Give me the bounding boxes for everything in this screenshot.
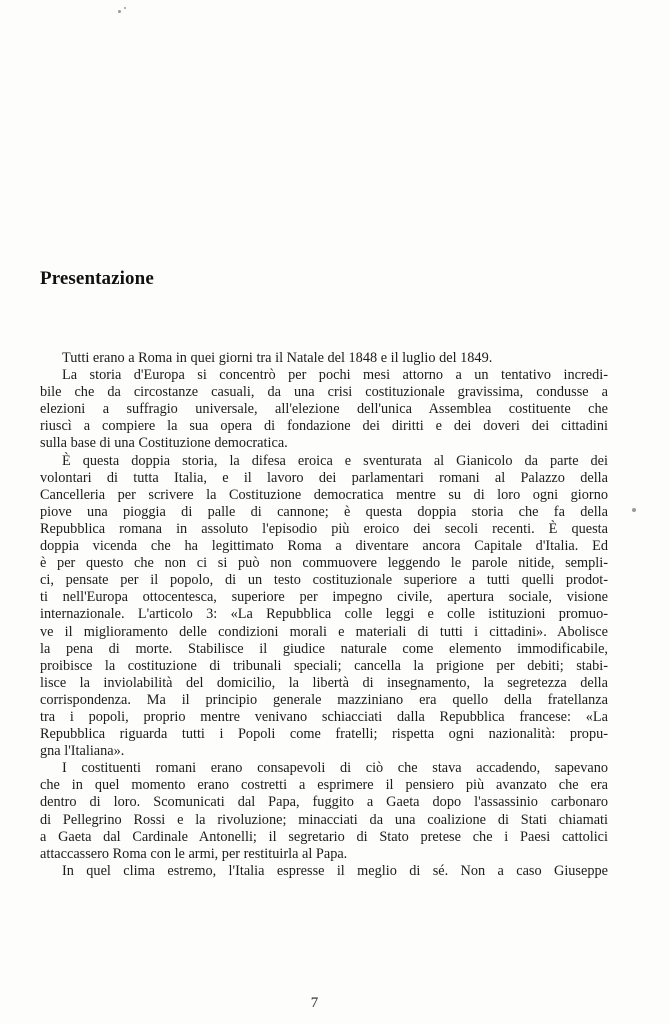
- text-line: La storia d'Europa si concentrò per pochi mesi attorno a un tentativo incredi-: [62, 367, 608, 384]
- text-line: volontari di tutta Italia, e il lavoro dei parlamentari romani al Palazzo della: [40, 469, 608, 486]
- text-line: corrispondenza. Ma il principio generale mazziniano era quello della fratellanza: [40, 691, 608, 708]
- text-line: In quel clima estremo, l'Italia espresse il meglio di sé. Non a caso Giuseppe: [62, 862, 608, 879]
- text-line: piove una pioggia di palle di cannone; è questa doppia storia che fa della: [40, 503, 608, 520]
- text-line: attaccassero Roma con le armi, per restituirla al Papa.: [40, 845, 348, 862]
- text-line: è per questo che non ci si può non commuovere leggendo le parole nitide, sempli-: [40, 555, 608, 572]
- text-line: I costituenti romani erano consapevoli di ciò che stava accadendo, sapevano: [62, 760, 608, 777]
- text-line: ve il miglioramento delle condizioni morali e materiali di tutti i cittadini». Abolisce: [40, 623, 608, 640]
- text-line: dentro di loro. Scomunicati dal Papa, fuggito a Gaeta dopo l'assassinio carbonaro: [40, 794, 608, 811]
- page-number: 7: [310, 995, 319, 1011]
- text-line: elezioni a suffragio universale, all'elezione dell'unica Assemblea costituente che: [40, 401, 608, 418]
- text-line: proibisce la costituzione di tribunali speciali; cancella la prigione per debiti; stabi-: [40, 657, 608, 674]
- text-line: Cancelleria per scrivere la Costituzione democratica mentre su di loro ogni giorno: [40, 486, 608, 503]
- text-line: Tutti erano a Roma in quei giorni tra il Natale del 1848 e il luglio del 1849.: [62, 350, 493, 366]
- text-line: di Pellegrino Rossi e la rivoluzione; minacciati da una coalizione di Stati chiamati: [40, 811, 608, 828]
- scan-speck: [124, 7, 126, 9]
- text-line: doppia vicenda che ha legittimato Roma a diventare ancora Capitale d'Italia. Ed: [40, 538, 608, 555]
- text-line: sulla base di una Costituzione democratica.: [40, 435, 288, 452]
- text-line: bile che da circostanze casuali, da una crisi costituzionale gravissima, condusse a: [40, 384, 608, 401]
- text-line: riuscì a compiere la sua opera di fondazione dei diritti e dei doveri dei cittadini: [40, 418, 608, 435]
- text-line: che in quel momento erano costretti a esprimere il pensiero più avanzato che era: [40, 777, 608, 794]
- scan-speck: [118, 10, 121, 13]
- text-line: ci, pensate per il popolo, di un testo costituzionale superiore a tutti quelli prodot-: [40, 572, 608, 589]
- text-line: lisce la inviolabilità del domicilio, la libertà di insegnamento, la segretezza della: [40, 674, 608, 691]
- scan-speck: [632, 508, 636, 512]
- text-line: a Gaeta dal Cardinale Antonelli; il segretario di Stato pretese che i Paesi cattolici: [40, 828, 608, 845]
- text-line: Repubblica riguarda tutti i Popoli come fratelli; rispetta ogni nazionalità: propu-: [40, 726, 608, 743]
- text-line: È questa doppia storia, la difesa eroica e sventurata al Gianicolo da parte dei: [62, 452, 608, 469]
- text-line: tra i popoli, proprio mentre venivano schiacciati dalla Repubblica francese: «La: [40, 708, 608, 725]
- body-text: [40, 350, 608, 880]
- page-title: Presentazione: [40, 268, 154, 289]
- text-line: gna l'Italiana».: [40, 743, 125, 760]
- text-line: ti nell'Europa ottocentesca, superiore per impegno civile, apertura sociale, visione: [40, 589, 608, 606]
- text-line: internazionale. L'articolo 3: «La Repubblica colle leggi e colle istituzioni promuo-: [40, 606, 608, 623]
- text-line: Repubblica romana in assoluto l'episodio più eroico dei secoli recenti. È questa: [40, 520, 608, 537]
- text-line: la pena di morte. Stabilisce il giudice naturale come elemento immodificabile,: [40, 640, 608, 657]
